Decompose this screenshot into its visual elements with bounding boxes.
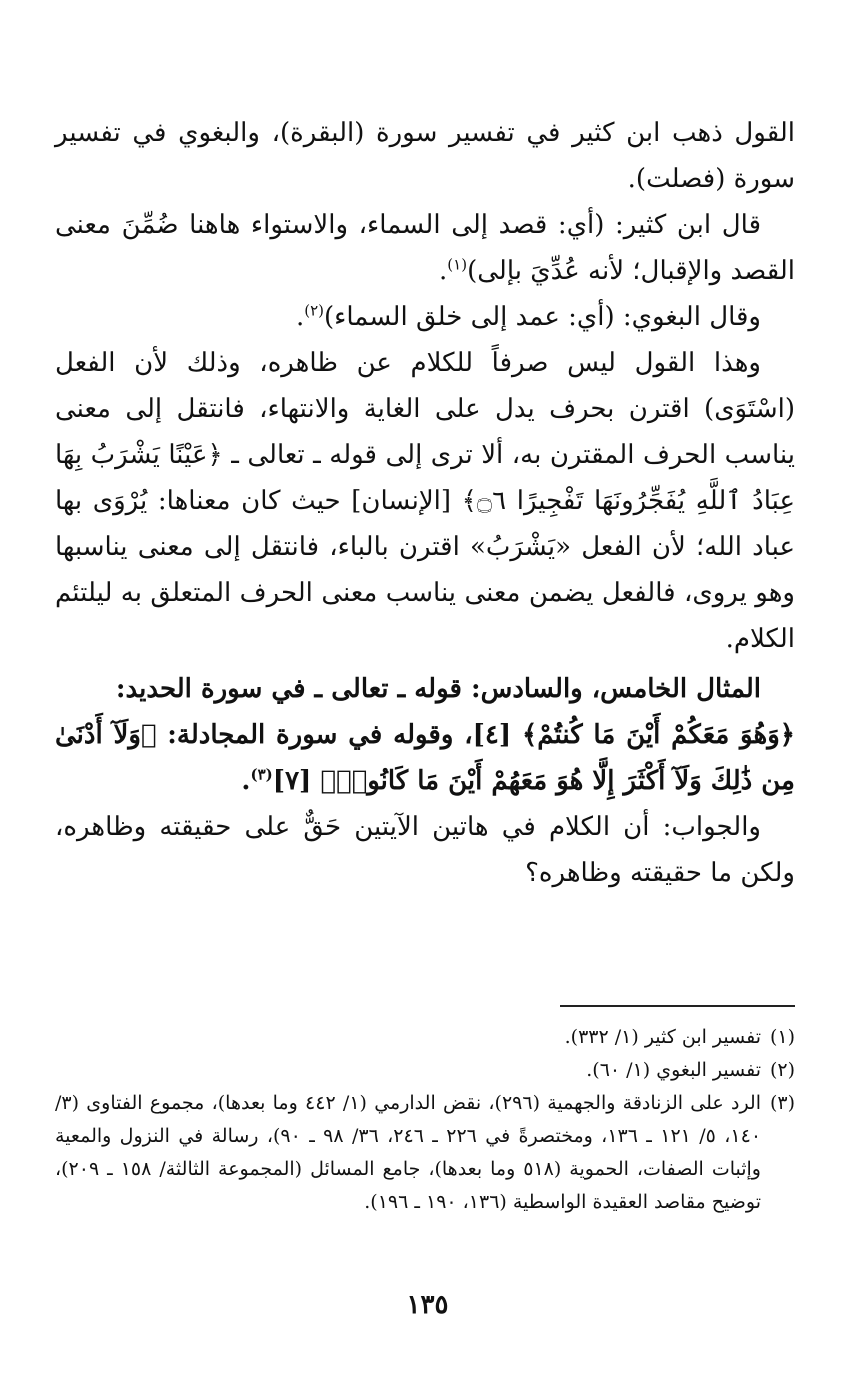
paragraph-verses	[55, 712, 795, 804]
footnote-2	[55, 1054, 795, 1087]
paragraph-answer	[55, 804, 795, 896]
main-text	[55, 110, 795, 896]
paragraph-text: والجواب: أن الكلام في هاتين الآيتين حَقٌّ على حقيقته وظاهره، ولكن ما حقيقته وظاهره؟	[55, 812, 795, 888]
paragraph-explanation	[55, 340, 795, 662]
footnote-text: تفسير البغوي (١/ ٦٠).	[586, 1059, 761, 1081]
footnote-number: (١)	[769, 1026, 795, 1048]
footnote-ref-1: (١)	[447, 255, 468, 274]
footnote-text: الرد على الزنادقة والجهمية (٢٩٦)، نقض الدارمي (١/ ٤٤٢ وما بعدها)، مجموع الفتاوى (٣/ ١٤٠، ٥/ ١٢١ ـ ١٣٦، ومختصرةً في ٢٢٦ ـ ٢٤٦، ٣٦/ ٩٨ ـ ٩٠)، رسالة في النزول والمعية وإثبات الصفات، الحموية (٥١٨ وما بعدها)، جامع المسائل (المجموعة الثالثة/ ١٥٨ ـ ٢٠٩)، توضيح مقاصد العقيدة الواسطية (١٣٦، ١٩٠ ـ ١٩٦).	[55, 1092, 762, 1213]
paragraph-text: ﴿وَهُوَ مَعَكُمْ أَيْنَ مَا كُنتُمْ﴾ [٤]، وقوله في سورة المجادلة: ﴿وَلَآ أَدْنَىٰ مِن ذَٰلِكَ وَلَآ أَكْثَرَ إِلَّا هُوَ مَعَهُمْ أَيْنَ مَا كَانُوا۟﴾ [٧]	[55, 720, 795, 796]
paragraph-tail: .	[241, 766, 251, 796]
paragraph-text: وهذا القول ليس صرفاً للكلام عن ظاهره، وذلك لأن الفعل (اسْتَوَى) اقترن بحرف يدل على الغاية والانتهاء، فانتقل إلى معنى يناسب الحرف المقترن به، ألا ترى إلى قوله ـ تعالى ـ ﴿عَيْنًا يَشْرَبُ بِهَا عِبَادُ ٱللَّهِ يُفَجِّرُونَهَا تَفْجِيرًا ۝٦﴾ [الإنسان] حيث كان معناها: يُرْوَى بها عباد الله؛ لأن الفعل «يَشْرَبُ» اقترن بالباء، فانتقل إلى معنى يناسبها وهو يروى، فالفعل يضمن معنى يناسب معنى الحرف المتعلق به ليلتئم الكلام.	[55, 348, 795, 654]
footnote-number: (٢)	[769, 1059, 795, 1081]
page-number: ١٣٥	[406, 1290, 449, 1320]
paragraph-ibn-kathir-baghawi	[55, 110, 795, 202]
footnote-number: (٣)	[769, 1092, 795, 1114]
paragraph-baghawi-quote	[55, 294, 795, 340]
footnote-ref-2: (٢)	[304, 301, 325, 320]
footnote-1	[55, 1021, 795, 1054]
paragraph-ibn-kathir-quote	[55, 202, 795, 294]
paragraph-tail: .	[295, 302, 305, 332]
paragraph-text: القول ذهب ابن كثير في تفسير سورة (البقرة)، والبغوي في تفسير سورة (فصلت).	[55, 118, 795, 194]
paragraph-text: وقال البغوي: (أي: عمد إلى خلق السماء)	[324, 302, 761, 332]
paragraph-text: المثال الخامس، والسادس: قوله ـ تعالى ـ في سورة الحديد:	[115, 674, 761, 704]
footnote-text: تفسير ابن كثير (١/ ٣٣٢).	[564, 1026, 761, 1048]
example-heading	[55, 666, 795, 712]
footnote-3	[55, 1087, 795, 1219]
footnote-separator	[560, 1005, 795, 1007]
footnote-ref-3: (٣)	[250, 765, 273, 784]
paragraph-text: قال ابن كثير: (أي: قصد إلى السماء، والاستواء هاهنا ضُمِّنَ معنى القصد والإقبال؛ لأنه عُدِّيَ بإلى)	[55, 210, 795, 286]
paragraph-tail: .	[439, 256, 448, 286]
footnotes	[55, 1005, 795, 1219]
